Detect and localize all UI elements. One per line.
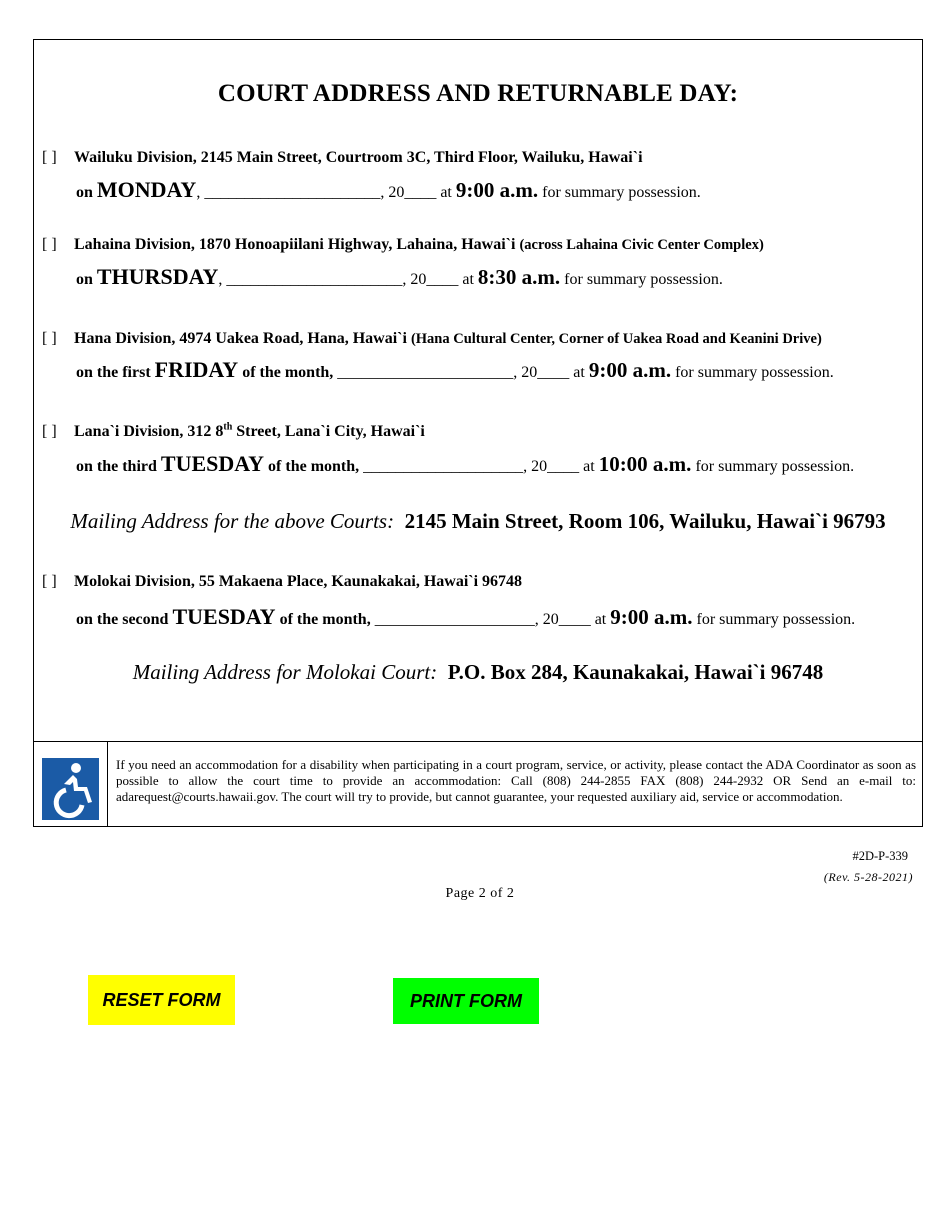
lahaina-checkbox[interactable]: [ ] [42, 236, 57, 253]
wailuku-time: 9:00 a.m. [455, 178, 539, 202]
wailuku-date-line: on MONDAY, ______________________, 20____ at 9:00 a.m. for summary possession. [76, 177, 701, 202]
wailuku-day: MONDAY [96, 177, 197, 202]
hana-date-field[interactable]: ______________________, 20____ at [337, 364, 585, 381]
hana-address: Hana Division, 4974 Uakea Road, Hana, Hawai`i [74, 330, 407, 347]
mailing-address-main: Mailing Address for the above Courts: 2145 Main Street, Room 106, Wailuku, Hawai`i 96793 [70, 509, 886, 533]
lanai-date-field[interactable]: ____________________, 20____ at [363, 458, 595, 475]
hana-note: (Hana Cultural Center, Corner of Uakea Road and Keanini Drive) [410, 331, 822, 347]
hana-date-line: on the first FRIDAY of the month, ______________________, 20____ at 9:00 a.m. for summary possession. [76, 357, 834, 382]
lanai-day: TUESDAY [160, 451, 265, 476]
molokai-day: TUESDAY [172, 604, 276, 629]
ada-text: If you need an accommodation for a disability when participating in a court program, service, or activity, please contact the ADA Coordinator as soon as possible to allow the court time to provide an accommodation: Call (808) 244-2855 FAX (808) 244-2932 OR Send an e-mail to: adarequest@courts.hawaii.gov. The court will try to provide, but cannot guarantee, your requested auxiliary aid, service or accommodation. [116, 757, 916, 804]
lahaina-day: THURSDAY [96, 264, 219, 289]
print-form-button[interactable]: PRINT FORM [393, 978, 539, 1024]
mailing-address-molokai: Mailing Address for Molokai Court: P.O. Box 284, Kaunakakai, Hawai`i 96748 [132, 660, 824, 684]
lahaina-note: (across Lahaina Civic Center Complex) [519, 237, 764, 253]
lanai-checkbox[interactable]: [ ] [42, 423, 57, 441]
lanai-address: Lana`i Division, 312 8th Street, Lana`i City, Hawai`i [74, 422, 425, 441]
molokai-date-line: on the second TUESDAY of the month, ____________________, 20____ at 9:00 a.m. for summary possession. [76, 604, 856, 629]
hana-time: 9:00 a.m. [588, 358, 672, 382]
molokai-address: Molokai Division, 55 Makaena Place, Kaunakakai, Hawai`i 96748 [74, 573, 523, 590]
court-info-box [33, 39, 923, 827]
revision-date: (Rev. 5-28-2021) [823, 870, 913, 884]
reset-form-button[interactable]: RESET FORM [88, 975, 235, 1025]
hana-day: FRIDAY [154, 357, 239, 382]
lanai-date-line: on the third TUESDAY of the month, ____________________, 20____ at 10:00 a.m. for summary possession. [76, 451, 855, 476]
page-title: COURT ADDRESS AND RETURNABLE DAY: [217, 80, 739, 107]
form-number: #2D-P-339 [852, 849, 908, 863]
lahaina-address: Lahaina Division, 1870 Honoapiilani Highway, Lahaina, Hawai`i [74, 236, 516, 253]
molokai-division-line [42, 573, 930, 591]
lahaina-time: 8:30 a.m. [477, 265, 561, 289]
lahaina-date-line: on THURSDAY, ______________________, 20____ at 8:30 a.m. for summary possession. [76, 264, 723, 289]
hana-checkbox[interactable]: [ ] [42, 330, 57, 347]
hana-division-line [42, 330, 930, 348]
wailuku-division-line [42, 149, 930, 167]
ada-notice [34, 741, 922, 826]
lanai-division-line [42, 422, 930, 441]
wailuku-checkbox[interactable]: [ ] [42, 149, 57, 166]
molokai-checkbox[interactable]: [ ] [42, 573, 57, 590]
ada-icon-cell [34, 742, 108, 826]
wailuku-address: Wailuku Division, 2145 Main Street, Courtroom 3C, Third Floor, Wailuku, Hawai`i [74, 149, 643, 166]
lahaina-date-field[interactable]: , ______________________, 20____ at [218, 271, 474, 288]
wailuku-date-field[interactable]: , ______________________, 20____ at [196, 184, 452, 201]
page-number: Page 2 of 2 [445, 886, 515, 901]
lahaina-division-line [42, 236, 930, 254]
molokai-date-field[interactable]: ____________________, 20____ at [374, 611, 607, 628]
wheelchair-accessibility-icon [42, 758, 99, 820]
lanai-time: 10:00 a.m. [598, 452, 692, 476]
molokai-time: 9:00 a.m. [610, 605, 693, 629]
